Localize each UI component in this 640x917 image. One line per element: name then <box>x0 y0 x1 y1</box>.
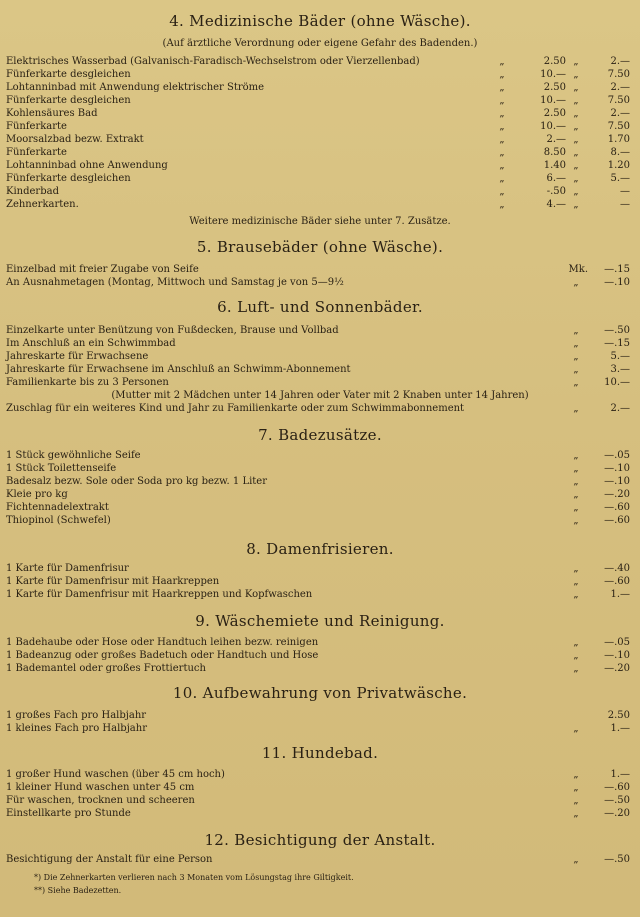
row-price-a: 10.— <box>540 69 566 80</box>
row-price-b: —.05 <box>604 637 630 648</box>
row-label: 1 Karte für Damenfrisur mit Haarkreppen und Kopfwaschen <box>6 589 313 600</box>
table-row: Familienkarte bis zu 3 Personen „ 10.— <box>6 377 630 388</box>
row-price-b: 7.50 <box>607 95 630 106</box>
row-price-a: 8.50 <box>543 147 566 158</box>
row-price-b: 2.— <box>610 403 630 414</box>
footnote-2: **) Siehe Badezetten. <box>34 886 122 895</box>
section-title-6: 6. Luft- und Sonnenbäder. <box>217 298 423 316</box>
table-row <box>6 264 632 276</box>
row-price-b: 1.— <box>610 769 630 780</box>
table-row: Im Anschluß an ein Schwimmbad „ —.15 <box>6 338 630 349</box>
table-row: 1 Stück gewöhnliche Seife „ —.05 <box>6 450 630 461</box>
table-row: Kinderbad „ -.50 „ — <box>6 186 630 197</box>
table-row: An Ausnahmetagen (Montag, Mittwoch und Samstag je von 5—9½ „ —.10 <box>6 277 630 288</box>
table-row: Jahreskarte für Erwachsene im Anschluß an Schwimm-Abonnement „ 3.— <box>6 364 630 375</box>
row-label: Elektrisches Wasserbad (Galvanisch-Faradisch-Wechselstrom oder Vierzellenbad) <box>6 56 420 67</box>
row-price-a: 2.— <box>546 134 566 145</box>
row-label: Familienkarte bis zu 3 Personen <box>6 377 169 388</box>
row-label: Jahreskarte für Erwachsene <box>6 351 149 362</box>
row-price-a: 1.40 <box>543 160 566 171</box>
row-price-b: —.40 <box>604 563 630 574</box>
row-label: Fünferkarte desgleichen <box>6 173 131 184</box>
row-price-b: —.60 <box>604 576 630 587</box>
row-label: Fünferkarte desgleichen <box>6 69 131 80</box>
table-row: Zehnerkarten. „ 4.— „ — <box>6 199 630 210</box>
row-label: Thiopinol (Schwefel) <box>6 515 111 526</box>
table-row: Fünferkarte desgleichen „ 10.— „ 7.50 <box>6 95 630 106</box>
row-price-b: —.50 <box>604 325 630 336</box>
section-title-9: 9. Wäschemiete und Reinigung. <box>195 612 445 630</box>
row-price-b: 3.— <box>610 364 630 375</box>
row-price-b: —.20 <box>604 489 630 500</box>
row-price-b: —.15 <box>604 338 630 349</box>
table-row: Elektrisches Wasserbad (Galvanisch-Faradisch-Wechselstrom oder Vierzellenbad) „ 2.50 „ 2.— <box>6 56 630 67</box>
row-price-b: —.10 <box>604 277 630 288</box>
table-row: Besichtigung der Anstalt für eine Person „ —.50 <box>6 854 630 865</box>
table-row: 1 kleiner Hund waschen unter 45 cm „ —.60 <box>6 782 630 793</box>
table-row: Badesalz bezw. Sole oder Soda pro kg bezw. 1 Liter „ —.10 <box>6 476 630 487</box>
row-label: 1 kleines Fach pro Halbjahr <box>6 723 147 734</box>
row-label: Im Anschluß an ein Schwimmbad <box>6 338 176 349</box>
row-price-a: 10.— <box>540 121 566 132</box>
table-row: Fünferkarte „ 10.— „ 7.50 <box>6 121 630 132</box>
row-price-a: -.50 <box>546 186 566 197</box>
row-price-b: 2.— <box>610 82 630 93</box>
row-price-b: 5.— <box>610 173 630 184</box>
section-subtitle-4: (Auf ärztliche Verordnung oder eigene Gefahr des Badenden.) <box>162 38 478 49</box>
table-row: Zuschlag für ein weiteres Kind und Jahr zu Familienkarte oder zum Schwimmabonnement „ 2.— <box>6 403 630 414</box>
table-row: Kohlensäures Bad „ 2.50 „ 2.— <box>6 108 630 119</box>
row-label: 1 großes Fach pro Halbjahr <box>6 710 147 721</box>
row-price-a: 2.50 <box>543 108 566 119</box>
row-price-b: 8.— <box>610 147 630 158</box>
row-price-b: —.60 <box>604 502 630 513</box>
row-label: Moorsalzbad bezw. Extrakt <box>6 134 144 145</box>
section-title-11: 11. Hundebad. <box>261 744 379 762</box>
row-label: Zehnerkarten. <box>6 199 79 210</box>
row-price-b: 1.— <box>610 723 630 734</box>
row-price-a: 6.— <box>546 173 566 184</box>
table-row: Fünferkarte desgleichen „ 10.— „ 7.50 <box>6 69 630 80</box>
row-label: Badesalz bezw. Sole oder Soda pro kg bezw. 1 Liter <box>6 476 268 487</box>
table-row: 1 Badeanzug oder großes Badetuch oder Handtuch und Hose „ —.10 <box>6 650 630 661</box>
row-label: 1 Stück gewöhnliche Seife <box>6 450 141 461</box>
section-title-12: 12. Besichtigung der Anstalt. <box>204 831 436 849</box>
row-price-a: 2.50 <box>543 82 566 93</box>
table-row: Jahreskarte für Erwachsene „ 5.— <box>6 351 630 362</box>
row-label: Kleie pro kg <box>6 489 68 500</box>
row-label: 1 kleiner Hund waschen unter 45 cm <box>6 782 195 793</box>
section-title-8: 8. Damenfrisieren. <box>246 540 394 558</box>
row-label: Lohtanninbad mit Anwendung elektrischer Ströme <box>6 82 265 93</box>
section-note-6: (Mutter mit 2 Mädchen unter 14 Jahren oder Vater mit 2 Knaben unter 14 Jahren) <box>111 390 529 401</box>
row-label: Jahreskarte für Erwachsene im Anschluß an Schwimm-Abonnement <box>6 364 351 375</box>
section-title-5: 5. Brausebäder (ohne Wäsche). <box>196 238 444 256</box>
row-price-b: 1.70 <box>607 134 630 145</box>
row-label: Fünferkarte <box>6 147 67 158</box>
row-label: Fünferkarte desgleichen <box>6 95 131 106</box>
table-row: 1 großer Hund waschen (über 45 cm hoch) „ 1.— <box>6 769 630 780</box>
section-title-7: 7. Badezusätze. <box>258 426 382 444</box>
row-label: 1 Badeanzug oder großes Badetuch oder Handtuch und Hose <box>6 650 319 661</box>
row-label: 1 Karte für Damenfrisur <box>6 563 129 574</box>
row-price-b: —.10 <box>604 463 630 474</box>
row-price-b: 10.— <box>604 377 630 388</box>
row-price-b: 2.50 <box>607 710 630 721</box>
row-price-b: 5.— <box>610 351 630 362</box>
table-row: 1 Bademantel oder großes Frottiertuch „ —.20 <box>6 663 630 674</box>
footnote-1: *) Die Zehnerkarten verlieren nach 3 Monaten vom Lösungstag ihre Giltigkeit. <box>34 873 354 882</box>
table-row: Fünferkarte desgleichen „ 6.— „ 5.— <box>6 173 630 184</box>
table-row: Einzelkarte unter Benützung von Fußdecken, Brause und Vollbad „ —.50 <box>6 325 630 336</box>
row-label: 1 Badehaube oder Hose oder Handtuch leihen bezw. reinigen <box>6 637 319 648</box>
table-row: Moorsalzbad bezw. Extrakt „ 2.— „ 1.70 <box>6 134 630 145</box>
row-price-b: —.20 <box>604 808 630 819</box>
section-title-10: 10. Aufbewahrung von Privatwäsche. <box>172 684 468 702</box>
row-price-b: 1.— <box>610 589 630 600</box>
table-row: Einstellkarte pro Stunde „ —.20 <box>6 808 630 819</box>
row-price-b: —.60 <box>604 782 630 793</box>
table-row: 1 Karte für Damenfrisur mit Haarkreppen „ —.60 <box>6 576 630 587</box>
row-price-a: 10.— <box>540 95 566 106</box>
table-row: 1 kleines Fach pro Halbjahr „ 1.— <box>6 723 630 734</box>
section-footer-4: Weitere medizinische Bäder siehe unter 7. Zusätze. <box>189 216 451 227</box>
row-label: Fünferkarte <box>6 121 67 132</box>
row-label: Besichtigung der Anstalt für eine Person <box>6 854 213 865</box>
row-label: Einzelbad mit freier Zugabe von Seife <box>6 264 199 275</box>
row-price-b: 7.50 <box>607 69 630 80</box>
row-label: Für waschen, trocknen und scheeren <box>6 795 195 806</box>
row-label: Einstellkarte pro Stunde <box>6 808 131 819</box>
row-price-b: —.50 <box>604 795 630 806</box>
row-price-b: —.10 <box>604 650 630 661</box>
table-row: Fünferkarte „ 8.50 „ 8.— <box>6 147 630 158</box>
row-price-b: —.05 <box>604 450 630 461</box>
row-price-b: —.50 <box>604 854 630 865</box>
row-label: 1 Stück Toilettenseife <box>6 463 117 474</box>
table-row: Lohtanninbad ohne Anwendung „ 1.40 „ 1.20 <box>6 160 630 171</box>
section-title-4: 4. Medizinische Bäder (ohne Wäsche). <box>169 12 471 30</box>
row-price-a: 4.— <box>546 199 566 210</box>
row-price-b: — <box>620 199 630 210</box>
row-label: 1 Karte für Damenfrisur mit Haarkreppen <box>6 576 220 587</box>
row-price-b: —.15 <box>604 264 630 275</box>
row-label: An Ausnahmetagen (Montag, Mittwoch und Samstag je von 5—9½ <box>6 277 344 288</box>
row-label: Einzelkarte unter Benützung von Fußdecken, Brause und Vollbad <box>6 325 339 336</box>
table-row: 1 Stück Toilettenseife „ —.10 <box>6 463 630 474</box>
table-row: 1 Badehaube oder Hose oder Handtuch leihen bezw. reinigen „ —.05 <box>6 637 630 648</box>
row-price-b: 2.— <box>610 108 630 119</box>
table-row <box>6 710 632 722</box>
row-label: Zuschlag für ein weiteres Kind und Jahr zu Familienkarte oder zum Schwimmabonnement <box>6 403 465 414</box>
row-label: Kinderbad <box>6 186 59 197</box>
table-row: Thiopinol (Schwefel) „ —.60 <box>6 515 630 526</box>
row-label: Fichtennadelextrakt <box>6 502 109 513</box>
table-row: Lohtanninbad mit Anwendung elektrischer Ströme „ 2.50 „ 2.— <box>6 82 630 93</box>
table-row: Fichtennadelextrakt „ —.60 <box>6 502 630 513</box>
row-label: 1 großer Hund waschen (über 45 cm hoch) <box>6 769 225 780</box>
row-price-b: —.60 <box>604 515 630 526</box>
table-row: Kleie pro kg „ —.20 <box>6 489 630 500</box>
row-price-b: 1.20 <box>607 160 630 171</box>
table-row: 1 Karte für Damenfrisur „ —.40 <box>6 563 630 574</box>
currency-mark: Mk. <box>568 264 588 275</box>
row-price-b: — <box>620 186 630 197</box>
row-label: Kohlensäures Bad <box>6 108 98 119</box>
row-label: 1 Bademantel oder großes Frottiertuch <box>6 663 206 674</box>
row-price-b: 7.50 <box>607 121 630 132</box>
row-price-a: 2.50 <box>543 56 566 67</box>
table-row: 1 Karte für Damenfrisur mit Haarkreppen und Kopfwaschen „ 1.— <box>6 589 630 600</box>
row-price-b: —.10 <box>604 476 630 487</box>
row-label: Lohtanninbad ohne Anwendung <box>6 160 168 171</box>
table-row: Für waschen, trocknen und scheeren „ —.50 <box>6 795 630 806</box>
row-price-b: —.20 <box>604 663 630 674</box>
row-price-b: 2.— <box>610 56 630 67</box>
